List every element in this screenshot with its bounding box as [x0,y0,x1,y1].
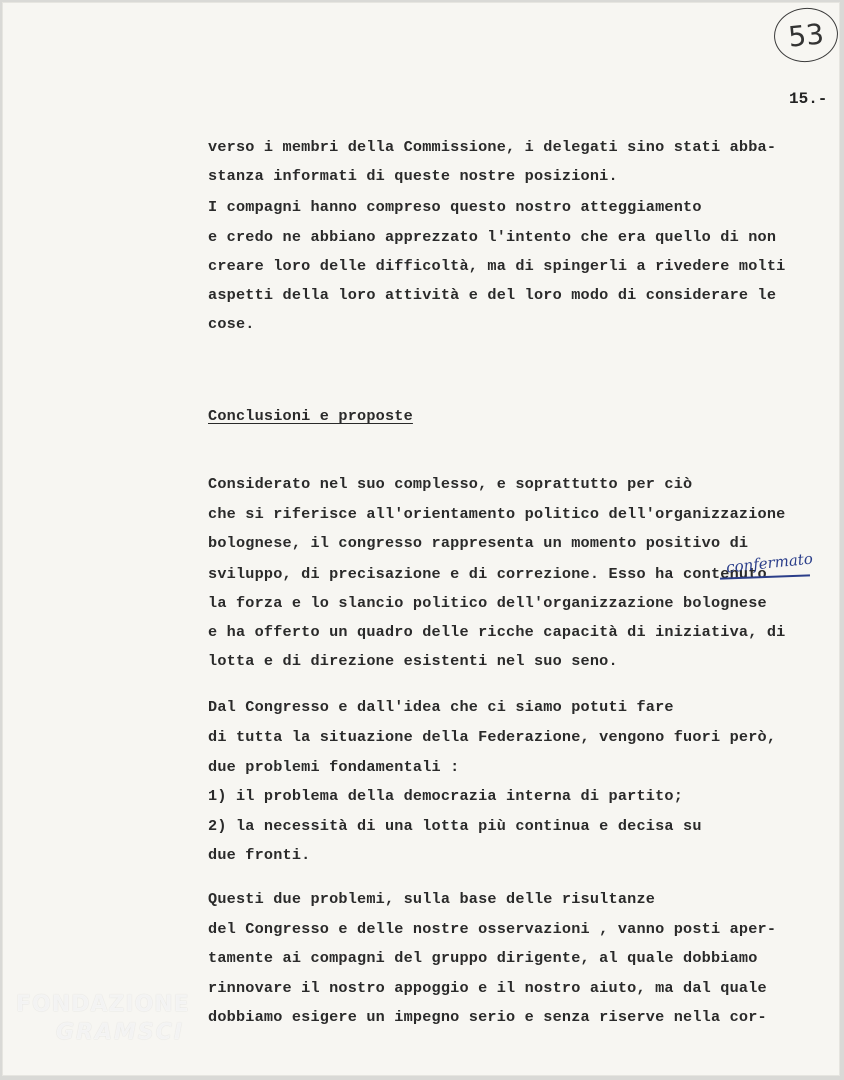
text-line: lotta e di direzione esistenti nel suo seno. [208,652,618,670]
document-page [2,2,840,1076]
text-line: I compagni hanno compreso questo nostro atteggiamento [208,198,702,216]
text-line: tamente ai compagni del gruppo dirigente, al quale dobbiamo [208,949,758,967]
text-line: Considerato nel suo complesso, e soprattutto per ciò [208,475,693,493]
text-line: cose. [208,315,255,333]
text-line: di tutta la situazione della Federazione, vengono fuori però, [208,728,777,746]
handwritten-correction: confermato [725,549,814,577]
text-line: bolognese, il congresso rappresenta un momento positivo di [208,534,749,552]
text-line: e credo ne abbiano apprezzato l'intento che era quello di non [208,228,777,246]
text-line: rinnovare il nostro appoggio e il nostro aiuto, ma dal quale [208,979,767,997]
text-line: Questi due problemi, sulla base delle risultanze [208,890,656,908]
text-line: la forza e lo slancio politico dell'organizzazione bolognese [208,594,767,612]
text-line: due problemi fondamentali : [208,758,460,776]
text-line: del Congresso e delle nostre osservazioni , vanno posti aper- [208,920,777,938]
archive-number-circle [771,5,840,65]
text-line: verso i membri della Commissione, i delegati sino stati abba- [208,138,777,156]
archive-number: 53 [786,16,826,54]
text-line: creare loro delle difficoltà, ma di spingerli a rivedere molti [208,257,786,275]
text-line: aspetti della loro attività e del loro modo di considerare le [208,286,777,304]
watermark-line1: FONDAZIONE [16,992,190,1017]
text-line: 1) il problema della democrazia interna di partito; [208,787,684,805]
text-line: sviluppo, di precisazione e di correzione. Esso ha contenuto [208,565,767,583]
section-heading: Conclusioni e proposte [208,407,413,425]
text-line: stanza informati di queste nostre posizioni. [208,167,618,185]
text-line: 2) la necessità di una lotta più continua e decisa su [208,817,702,835]
text-line: Dal Congresso e dall'idea che ci siamo potuti fare [208,698,674,716]
watermark-line2: GRAMSCI [56,1020,185,1045]
watermark-logo [16,992,216,1072]
text-line: dobbiamo esigere un impegno serio e senza riserve nella cor- [208,1008,767,1026]
page-number: 15.- [789,90,828,108]
text-line: due fronti. [208,846,311,864]
text-line: che si riferisce all'orientamento politico dell'organizzazione [208,505,786,523]
text-line: e ha offerto un quadro delle ricche capacità di iniziativa, di [208,623,786,641]
